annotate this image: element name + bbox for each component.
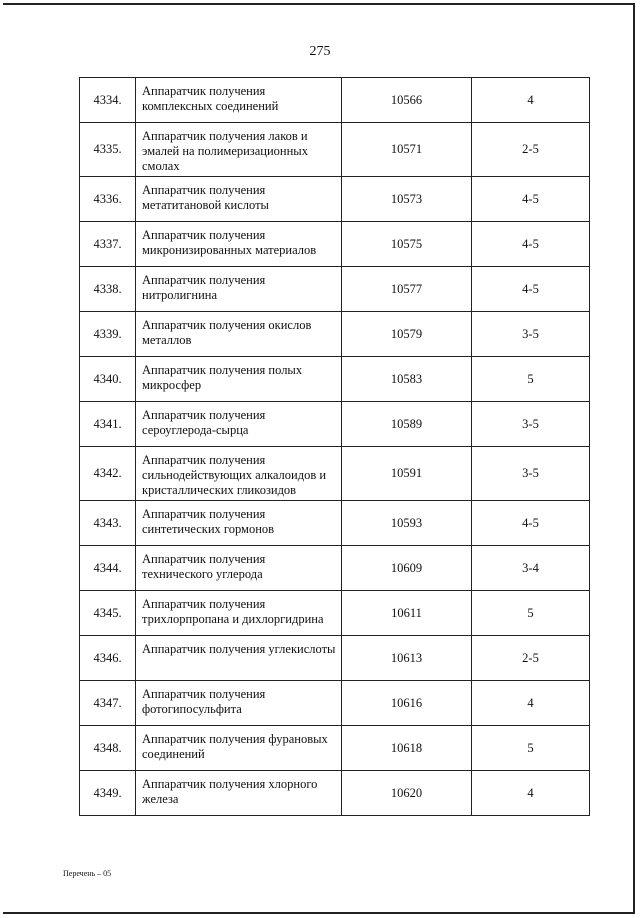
occupation-code: 10618 bbox=[342, 726, 472, 771]
table-row bbox=[80, 402, 590, 447]
occupation-name: Аппаратчик получения сероуглерода-сырца bbox=[136, 402, 342, 447]
qualification-grade: 4-5 bbox=[472, 501, 590, 546]
qualification-grade: 3-5 bbox=[472, 312, 590, 357]
table-row bbox=[80, 591, 590, 636]
row-number: 4349. bbox=[80, 771, 136, 816]
qualification-grade: 3-4 bbox=[472, 546, 590, 591]
row-number: 4345. bbox=[80, 591, 136, 636]
occupation-name: Аппаратчик получения окислов металлов bbox=[136, 312, 342, 357]
table-row bbox=[80, 357, 590, 402]
occupation-code: 10566 bbox=[342, 78, 472, 123]
row-number: 4348. bbox=[80, 726, 136, 771]
qualification-grade: 4-5 bbox=[472, 222, 590, 267]
qualification-grade: 5 bbox=[472, 726, 590, 771]
occupation-code: 10589 bbox=[342, 402, 472, 447]
occupation-code: 10593 bbox=[342, 501, 472, 546]
row-number: 4341. bbox=[80, 402, 136, 447]
table-row bbox=[80, 222, 590, 267]
occupation-name: Аппаратчик получения технического углерода bbox=[136, 546, 342, 591]
occupation-name: Аппаратчик получения метатитановой кислоты bbox=[136, 177, 342, 222]
occupation-name: Аппаратчик получения углекислоты bbox=[136, 636, 342, 681]
table-row bbox=[80, 123, 590, 177]
occupation-code: 10571 bbox=[342, 123, 472, 177]
table-row bbox=[80, 312, 590, 357]
occupation-code: 10577 bbox=[342, 267, 472, 312]
table-row bbox=[80, 78, 590, 123]
occupation-name: Аппаратчик получения микронизированных материалов bbox=[136, 222, 342, 267]
page-number: 275 bbox=[309, 44, 331, 59]
occupation-code: 10620 bbox=[342, 771, 472, 816]
table-row bbox=[80, 501, 590, 546]
table-row bbox=[80, 177, 590, 222]
table-row bbox=[80, 267, 590, 312]
footer-label: Перечень – 05 bbox=[63, 869, 112, 878]
qualification-grade: 2-5 bbox=[472, 636, 590, 681]
occupation-name: Аппаратчик получения хлорного железа bbox=[136, 771, 342, 816]
occupation-name: Аппаратчик получения полых микросфер bbox=[136, 357, 342, 402]
occupation-code: 10613 bbox=[342, 636, 472, 681]
occupation-code: 10573 bbox=[342, 177, 472, 222]
table-row bbox=[80, 681, 590, 726]
row-number: 4338. bbox=[80, 267, 136, 312]
qualification-grade: 3-5 bbox=[472, 447, 590, 501]
qualification-grade: 4 bbox=[472, 681, 590, 726]
qualification-grade: 5 bbox=[472, 357, 590, 402]
occupation-code: 10579 bbox=[342, 312, 472, 357]
table-body bbox=[80, 78, 590, 816]
occupation-name: Аппаратчик получения трихлорпропана и дихлоргидрина bbox=[136, 591, 342, 636]
row-number: 4347. bbox=[80, 681, 136, 726]
row-number: 4336. bbox=[80, 177, 136, 222]
qualification-grade: 2-5 bbox=[472, 123, 590, 177]
occupations-table bbox=[79, 77, 590, 816]
occupation-name: Аппаратчик получения лаков и эмалей на полимеризационных смолах bbox=[136, 123, 342, 177]
table-row bbox=[80, 546, 590, 591]
row-number: 4340. bbox=[80, 357, 136, 402]
occupation-name: Аппаратчик получения комплексных соединений bbox=[136, 78, 342, 123]
row-number: 4334. bbox=[80, 78, 136, 123]
occupation-name: Аппаратчик получения синтетических гормонов bbox=[136, 501, 342, 546]
qualification-grade: 4 bbox=[472, 78, 590, 123]
row-number: 4339. bbox=[80, 312, 136, 357]
qualification-grade: 4 bbox=[472, 771, 590, 816]
occupation-code: 10575 bbox=[342, 222, 472, 267]
row-number: 4346. bbox=[80, 636, 136, 681]
row-number: 4335. bbox=[80, 123, 136, 177]
occupation-code: 10616 bbox=[342, 681, 472, 726]
occupation-code: 10611 bbox=[342, 591, 472, 636]
occupation-name: Аппаратчик получения сильнодействующих алкалоидов и кристаллических гликозидов bbox=[136, 447, 342, 501]
occupation-name: Аппаратчик получения нитролигнина bbox=[136, 267, 342, 312]
row-number: 4343. bbox=[80, 501, 136, 546]
qualification-grade: 3-5 bbox=[472, 402, 590, 447]
qualification-grade: 4-5 bbox=[472, 177, 590, 222]
qualification-grade: 4-5 bbox=[472, 267, 590, 312]
occupation-code: 10609 bbox=[342, 546, 472, 591]
occupation-code: 10583 bbox=[342, 357, 472, 402]
row-number: 4344. bbox=[80, 546, 136, 591]
table-row bbox=[80, 447, 590, 501]
row-number: 4342. bbox=[80, 447, 136, 501]
occupation-name: Аппаратчик получения фотогипосульфита bbox=[136, 681, 342, 726]
table-row bbox=[80, 726, 590, 771]
table-row bbox=[80, 636, 590, 681]
occupation-name: Аппаратчик получения фурановых соединений bbox=[136, 726, 342, 771]
occupation-code: 10591 bbox=[342, 447, 472, 501]
table-row bbox=[80, 771, 590, 816]
qualification-grade: 5 bbox=[472, 591, 590, 636]
row-number: 4337. bbox=[80, 222, 136, 267]
